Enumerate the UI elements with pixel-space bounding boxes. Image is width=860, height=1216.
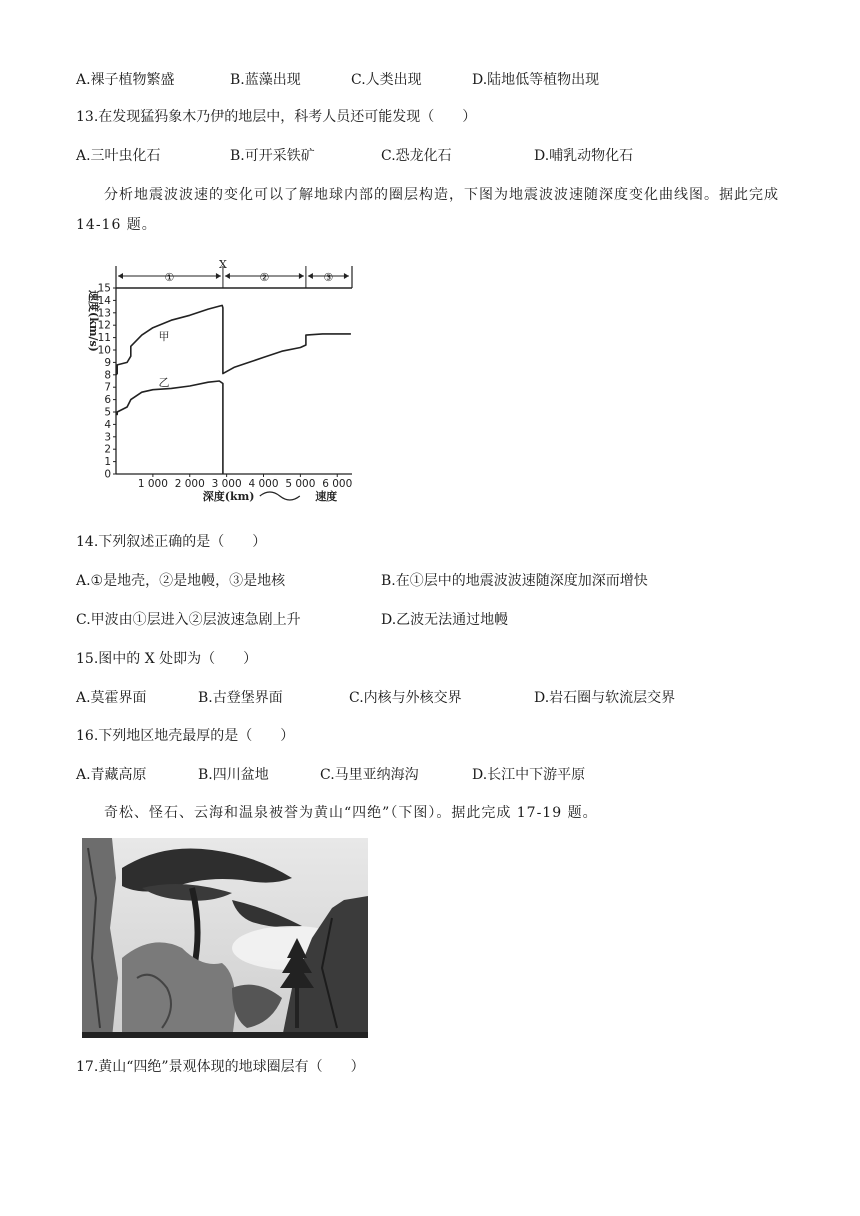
y-tick-label: 6 <box>104 394 111 407</box>
layer-label: ③ <box>323 271 334 284</box>
q12-option-c: C.人类出现 <box>351 72 422 88</box>
layer-arrow-right <box>216 273 221 279</box>
y-tick-label: 2 <box>104 443 111 456</box>
series-line-1 <box>116 305 351 374</box>
intro-17-19: 奇松、怪石、云海和温泉被誉为黄山“四绝”（下图）。据此完成 17-19 题。 <box>104 805 598 821</box>
y-tick-label: 15 <box>97 282 111 295</box>
q17-stem: 17.黄山“四绝”景观体现的地球圈层有（ ） <box>76 1059 365 1075</box>
y-tick-label: 1 <box>104 456 111 469</box>
series-name-label: 乙 <box>158 375 170 389</box>
y-tick-label: 8 <box>104 369 111 382</box>
series-name-label: 甲 <box>158 330 170 344</box>
q16-option-c: C.马里亚纳海沟 <box>320 767 419 783</box>
q14-stem: 14.下列叙述正确的是（ ） <box>76 534 267 550</box>
q15-stem: 15.图中的 X 处即为（ ） <box>76 651 258 667</box>
x-tick-label: 5 000 <box>285 478 316 490</box>
y-tick-label: 13 <box>97 307 111 320</box>
wave-label: 速度 <box>315 490 338 502</box>
x-tick-label: 2 000 <box>174 478 205 490</box>
y-tick-label: 10 <box>97 344 111 357</box>
layer-label: ① <box>164 271 175 284</box>
x-tick-label: 4 000 <box>248 478 279 490</box>
layer-arrow-right <box>299 273 304 279</box>
q13-option-d: D.哺乳动物化石 <box>534 148 634 164</box>
layer-arrow-left <box>118 273 123 279</box>
q14-option-a: A.①是地壳，②是地幔，③是地核 <box>76 573 286 589</box>
y-tick-label: 12 <box>97 319 111 332</box>
y-tick-label: 7 <box>104 381 111 394</box>
q12-option-a: A.裸子植物繁盛 <box>76 72 175 88</box>
y-tick-label: 0 <box>104 468 111 481</box>
chart-svg <box>76 252 368 502</box>
layer-label: ② <box>259 271 270 284</box>
wave-symbol <box>260 492 300 500</box>
q15-option-c: C.内核与外核交界 <box>349 690 462 706</box>
q14-option-c: C.甲波由①层进入②层波速急剧上升 <box>76 612 301 628</box>
y-axis-label-vertical: 速度(km/s) <box>87 290 100 352</box>
q15-option-b: B.古登堡界面 <box>198 690 283 706</box>
q12-option-b: B.蓝藻出现 <box>230 72 301 88</box>
seismic-wave-chart <box>76 252 368 502</box>
q13-option-b: B.可开采铁矿 <box>230 148 315 164</box>
q13-option-a: A.三叶虫化石 <box>76 148 161 164</box>
q13-stem: 13.在发现猛犸象木乃伊的地层中，科考人员还可能发现（ ） <box>76 109 477 125</box>
q15-option-d: D.岩石圈与软流层交界 <box>534 690 676 706</box>
intro-14-16: 分析地震波波速的变化可以了解地球内部的圈层构造，下图为地震波波速随深度变化曲线图。据此完成 14-16 题。 <box>76 187 779 233</box>
y-tick-label: 9 <box>104 356 111 369</box>
y-tick-label: 3 <box>104 431 111 444</box>
layer-arrow-left <box>308 273 313 279</box>
x-tick-label: 3 000 <box>211 478 242 490</box>
layer-arrow-right <box>344 273 349 279</box>
layer-label: X <box>219 258 227 271</box>
q12-option-d: D.陆地低等植物出现 <box>472 72 600 88</box>
huangshan-photo <box>82 838 368 1038</box>
q14-option-b: B.在①层中的地震波波速随深度加深而增快 <box>381 573 648 589</box>
x-tick-label: 1 000 <box>137 478 168 490</box>
y-tick-label: 5 <box>104 406 111 419</box>
y-tick-label: 14 <box>97 294 111 307</box>
q16-option-d: D.长江中下游平原 <box>472 767 586 783</box>
x-tick-label: 6 000 <box>322 478 353 490</box>
layer-arrow-left <box>225 273 230 279</box>
y-tick-label: 11 <box>97 332 111 345</box>
x-axis-label: 深度(km) <box>202 490 255 502</box>
q13-option-c: C.恐龙化石 <box>381 148 452 164</box>
q16-option-b: B.四川盆地 <box>198 767 269 783</box>
y-tick-label: 4 <box>104 418 111 431</box>
q15-option-a: A.莫霍界面 <box>76 690 147 706</box>
q16-option-a: A.青藏高原 <box>76 767 147 783</box>
series-line-2 <box>116 381 223 474</box>
q14-option-d: D.乙波无法通过地幔 <box>381 612 509 628</box>
q16-stem: 16.下列地区地壳最厚的是（ ） <box>76 728 295 744</box>
